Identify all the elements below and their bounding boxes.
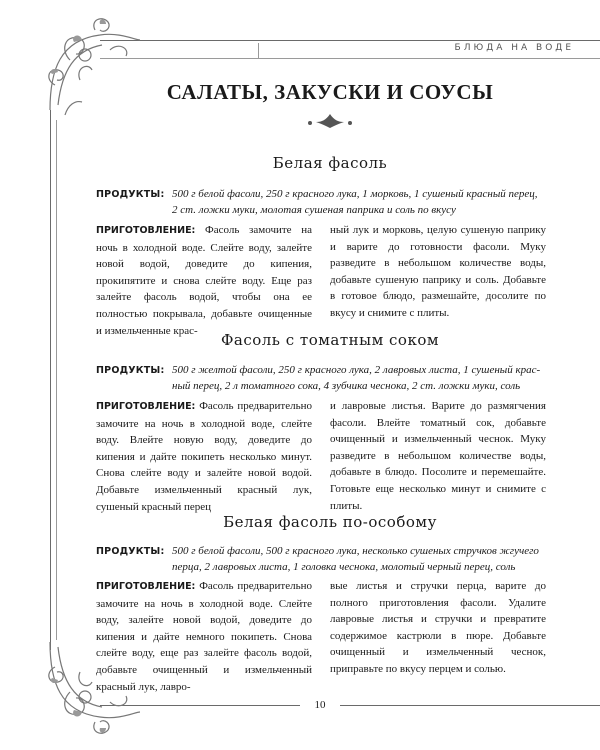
corner-ornament-top-left-icon [40, 10, 150, 120]
preparation-text-left: Фасоль замочите на ночь в холодной воде. Слейте воду, залейте новой водой, доведите до кипения, прокипятите и снова слейте воду. Еще раз залейте фасоль водой, чтобы она ее полностью покрывала, добавьте очищенные и измельченные крас- [96, 224, 312, 337]
products-text: 500 г желтой фасоли, 250 г красного лука, 2 лавровых листа, 1 сушеный крас- ный перец, 2 л томатного сока, 4 зубчика чеснока, 2 ст. ложки муки, соль [172, 364, 541, 392]
products-label: ПРОДУКТЫ: [96, 365, 165, 376]
preparation-label: ПРИГОТОВЛЕНИЕ: [96, 581, 196, 592]
page-number: 10 [300, 695, 340, 715]
preparation-text-left: Фасоль предварительно замочите на ночь в холодной воде, слейте воду. Влейте новую воду, доведите до кипения и дайте покипеть несколько минут. Снова слейте воду и залейте новой водой. Добавьте измельченный красный лук, сушеный красный перец [96, 400, 312, 513]
preparation-left-column [96, 578, 312, 695]
preparation-label: ПРИГОТОВЛЕНИЕ: [96, 225, 196, 236]
frame-left-inner-line [56, 120, 57, 640]
preparation-right-column: и лавровые листья. Варите до размягчения фасоли. Влейте томатный сок, добавьте очищенный и измельченный чеснок. Муку разведите в небольшом количестве воды, добавьте в блюдо. Посолите и перемешайте. Готовьте еще несколько минут и снимите с плиты. [330, 400, 546, 512]
chapter-title: САЛАТЫ, ЗАКУСКИ И СОУСЫ [166, 80, 494, 104]
products-text: 500 г белой фасоли, 250 г красного лука, 1 морковь, 1 сушеный красный перец, 2 ст. ложки муки, молотая сушеная паприка и соль по вкусу [172, 188, 538, 216]
preparation-text-left: Фасоль предварительно замочите на ночь в холодной воде. Слейте воду, залейте новой водой, доведите до кипения и дайте немного покипеть. Снова слейте воду, еще раз залейте фасоль водой, добавьте очищенный и измельченный красный лук, лавро- [96, 580, 312, 693]
frame-left-line [50, 110, 51, 650]
products-label: ПРОДУКТЫ: [96, 189, 165, 200]
frame-bottom-line [100, 705, 600, 706]
products-text: 500 г белой фасоли, 500 г красного лука, несколько сушеных стручков жгучего перца, 2 лавровых листа, 1 головка чеснока, молотый черный перец, соль [172, 545, 539, 573]
frame-top-inner-line [100, 58, 600, 59]
products-label: ПРОДУКТЫ: [96, 546, 165, 557]
recipe-title: Белая фасоль [272, 154, 388, 172]
preparation-left-column [96, 398, 312, 515]
recipe-title: Белая фасоль по-особому [223, 513, 437, 531]
preparation-right-column: ный лук и морковь, целую сушеную паприку и варите до готовности фасоли. Муку разведите в небольшом количестве воды, добавьте сушеную паприку и соль. Добавьте в готовое блюдо, размешайте, досолите по вкусу и снимите с плиты. [330, 224, 546, 319]
title-flourish-icon [300, 110, 360, 130]
preparation-right-column: вые листья и стручки перца, варите до полного приготовления фасоли. Удалите лавровые листья и стручки и превратите содержимое кастрюли в пюре. Добавьте очищенный и измельченный чеснок, приправьте по вкусу перцем и солью. [330, 580, 546, 675]
recipe-title: Фасоль с томатным соком [220, 331, 440, 349]
preparation-label: ПРИГОТОВЛЕНИЕ: [96, 401, 196, 412]
running-head: БЛЮДА НА ВОДЕ [454, 43, 574, 53]
preparation-left-column [96, 222, 312, 339]
frame-top-line [100, 40, 600, 41]
